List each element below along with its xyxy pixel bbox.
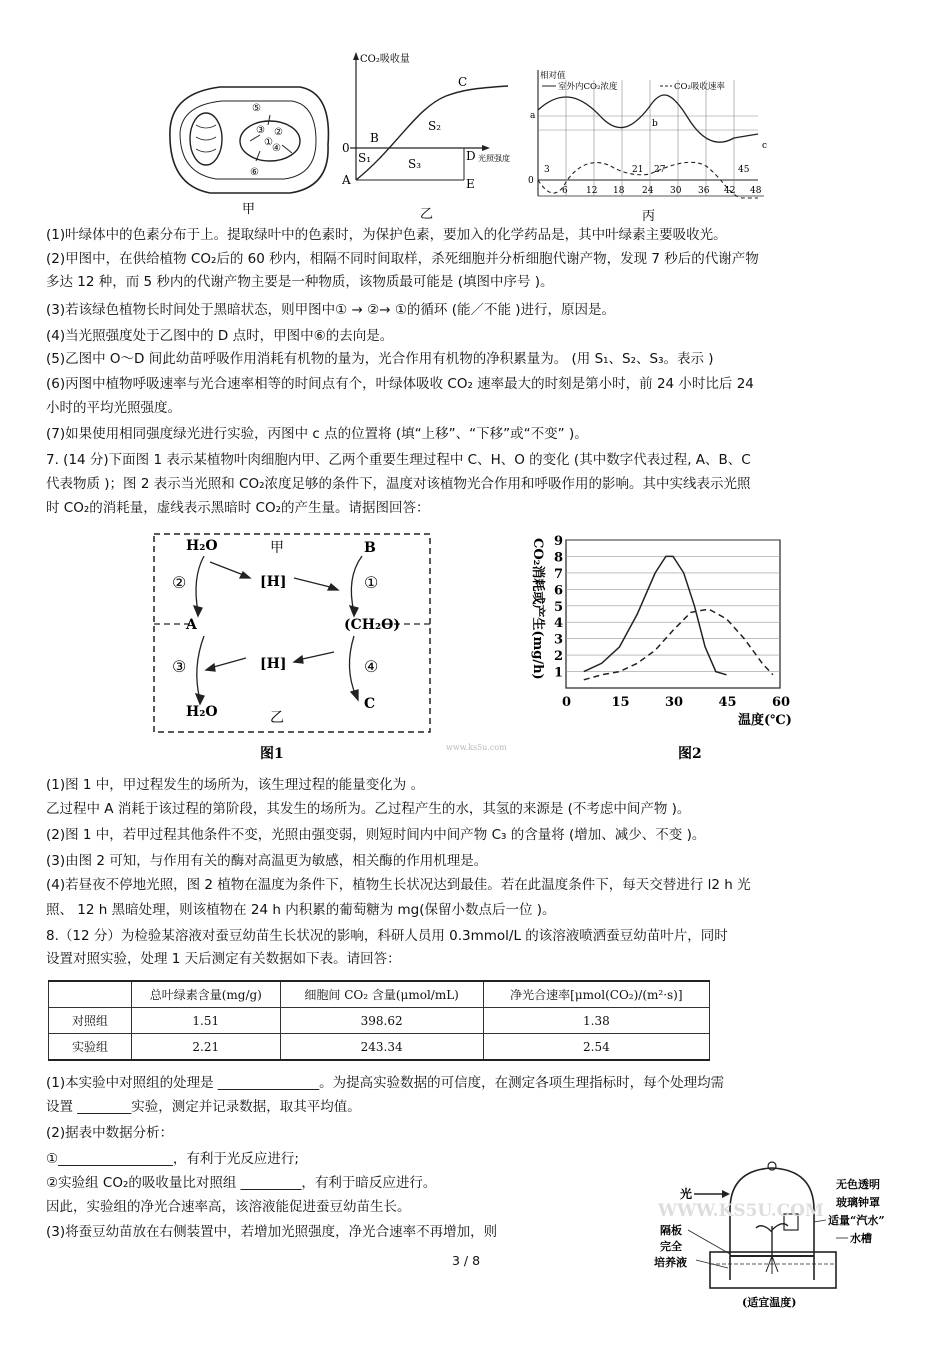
table-header-cell [49,981,132,1008]
q6-line-1: (1)叶绿体中的色素分布于上。提取绿叶中的色素时，为保护色素，要加入的化学药品是，其中叶绿素主要吸收光。 [46,227,727,243]
fig1-yi: 乙 [270,710,284,726]
q7-line-6: 照、 12 h 黑暗处理，则该植物在 24 h 内积累的葡萄糖为 mg(保留小数点后一位 )。 [46,902,556,918]
fig1-num-2: ② [172,573,187,592]
yi-area-s3: S₃ [408,157,422,171]
yi-area-s1: S₁ [358,151,372,165]
q8-line-3: (2)据表中数据分析： [46,1125,174,1141]
table-cell: 对照组 [49,1008,132,1034]
q7-line-3: (2)图 1 中，若甲过程其他条件不变，光照由强变弱，则短时间内中间产物 C₃ 的含量将 (增加、减少、不变 )。 [46,827,706,843]
table-header-cell: 净光合速率[μmol(CO₂)/(m²·s)] [483,981,709,1008]
fig1-caption: 图1 [260,746,284,762]
q6-line-3: 多达 12 种，而 5 秒内的代谢产物主要是一种物质，该物质最可能是 (填图中序号 )。 [46,274,554,290]
table-cell: 实验组 [49,1034,132,1061]
table-cell: 1.51 [132,1008,281,1034]
fig1-h-bottom: [H] [260,656,287,672]
table-row [49,1008,710,1034]
fig2-y-tick-label: 3 [554,632,564,648]
bing-marker-27: 27 [654,165,666,175]
fig1-jia: 甲 [270,540,284,556]
bing-marker-21: 21 [632,165,644,175]
table-cell: 398.62 [280,1008,483,1034]
q6-line-8: 小时的平均光照强度。 [46,400,181,416]
fig1-b: B [364,540,376,556]
bing-ylabel: 相对值 [540,71,566,81]
bing-point-c: c [762,141,768,151]
fig2-watermark: www.ks5u.com [446,743,507,752]
yi-point-a: A [342,173,351,187]
apparatus-temp: (适宜温度) [742,1296,797,1309]
apparatus-light: 光 [680,1187,693,1201]
figure-2-chart [446,528,810,764]
apparatus-watermark: WWW.KS5U.COM [658,1201,824,1221]
q8-line-1: (1)本实验中对照组的处理是 _______________。为提高实验数据的可信度，在测定各项生理指标时，每个处理均需 [46,1075,725,1091]
yi-point-e: E [466,177,475,191]
q7-intro-1: 7. (14 分)下面图 1 表示某植物叶肉细胞内甲、乙两个重要生理过程中 C、H、O 的变化 (其中数字代表过程, A、B、C [46,452,751,468]
bing-tick-18: 18 [613,186,625,196]
figure-1 [148,528,438,764]
fig1-c: C [364,696,376,712]
data-table [48,980,710,1061]
fig2-y-tick-label: 2 [554,649,564,665]
bing-legend-solid: 室外内CO₂浓度 [558,82,618,92]
q8-line-6: 因此，实验组的净光合速率高，该溶液能促进蚕豆幼苗生长。 [46,1199,411,1215]
q8-line-5: ②实验组 CO₂的吸收量比对照组 _________，有利于暗反应进行。 [46,1175,437,1191]
bing-tick-24: 24 [642,186,654,196]
fig2-y-tick-label: 6 [554,583,564,599]
jia-label: 甲 [242,202,256,217]
bing-marker-45: 45 [738,165,750,175]
q7-intro-3: 时 CO₂的消耗量，虚线表示黑暗时 CO₂的产生量。请据图回答： [46,500,430,516]
q6-line-4: (3)若该绿色植物长时间处于黑暗状态，则甲图中① → ②→ ①的循环 (能／不能 )进行，原因是。 [46,302,616,318]
jia-num-1: ① [264,137,273,148]
bing-tick-6: 6 [562,186,568,196]
table-cell: 2.21 [132,1034,281,1061]
jia-num-6: ⑥ [250,167,259,178]
q8-intro-2: 设置对照实验，处理 1 天后测定有关数据如下表。请回答： [46,951,401,967]
fig2-caption: 图2 [678,746,702,762]
bing-tick-48: 48 [750,186,762,196]
table-cell: 1.38 [483,1008,709,1034]
fig2-x-tick-label: 60 [772,695,791,710]
fig2-x-tick-label: 15 [611,695,630,710]
jia-num-4: ④ [272,143,281,154]
bing-tick-42: 42 [724,186,736,196]
fig2-series-dark-line [584,609,773,680]
fig2-x-tick-label: 30 [665,695,684,710]
yi-point-b: B [370,131,379,145]
bing-label: 丙 [642,209,656,224]
bing-marker-3: 3 [544,165,550,175]
q8-intro-1: 8.（12 分）为检验某溶液对蚕豆幼苗生长状况的影响，科研人员用 0.3mmol/L 的该溶液喷洒蚕豆幼苗叶片，同时 [46,928,728,944]
fig1-num-4: ④ [364,657,379,676]
apparatus-tank: 水槽 [850,1232,872,1245]
fig1-a: A [186,617,197,633]
yi-xlabel: 光照强度 [478,154,510,163]
fig2-xlabel: 温度(℃) [738,713,792,728]
q6-line-5: (4)当光照强度处于乙图中的 D 点时，甲图中⑥的去向是。 [46,328,394,344]
table-header-cell: 总叶绿素含量(mg/g) [132,981,281,1008]
q6-line-9: (7)如果使用相同强度绿光进行实验，丙图中 c 点的位置将 (填“上移”、“下移”或“不变” )。 [46,426,588,442]
q7-line-1: (1)图 1 中，甲过程发生的场所为，该生理过程的能量变化为 。 [46,777,425,793]
figure-yi [336,48,516,223]
q7-line-2: 乙过程中 A 消耗于该过程的第阶段，其发生的场所为。乙过程产生的水，其氢的来源是 (不考虑中间产物 )。 [46,801,691,817]
yi-point-0: 0 [342,141,350,155]
apparatus-glass-2: 玻璃钟罩 [836,1196,880,1209]
fig1-num-1: ① [364,573,379,592]
bing-point-0: 0 [528,176,534,186]
q7-intro-2: 代表物质 )；图 2 表示当光照和 CO₂浓度足够的条件下，温度对该植物光合作用和呼吸作用的影响。其中实线表示光照 [46,476,751,492]
fig2-y-tick-label: 5 [554,599,564,615]
bing-tick-30: 30 [670,186,682,196]
apparatus-soda: 适量“汽水” [828,1214,885,1227]
table-cell: 2.54 [483,1034,709,1061]
fig1-h-top: [H] [260,574,287,590]
q6-line-7: (6)丙图中植物呼吸速率与光合速率相等的时间点有个，叶绿体吸收 CO₂ 速率最大的时刻是第小时，前 24 小时比后 24 [46,376,754,392]
fig1-h2o-top: H₂O [186,538,218,554]
jia-num-3: ③ [256,125,265,136]
fig2-ylabel: CO₂消耗或产生(mg/h) [530,538,545,680]
table-header-row [49,981,710,1008]
fig2-y-tick-label: 7 [554,566,564,582]
jia-num-2: ② [274,127,283,138]
fig2-x-tick-label: 0 [562,695,572,710]
yi-label: 乙 [420,207,434,222]
bing-legend-dashed: CO₂吸收速率 [674,82,725,92]
q8-line-4: ①_________________，有利于光反应进行; [46,1151,299,1167]
fig2-y-tick-label: 9 [554,534,564,549]
table-header-cell: 细胞间 CO₂ 含量(μmol/mL) [280,981,483,1008]
q8-line-7: (3)将蚕豆幼苗放在右侧装置中，若增加光照强度，净光合速率不再增加，则 [46,1224,498,1240]
fig2-y-tick-label: 4 [554,616,564,632]
yi-ylabel: CO₂吸收量 [360,54,410,65]
q6-line-6: (5)乙图中 O～D 间此幼苗呼吸作用消耗有机物的量为，光合作用有机物的净积累量为。 (用 S₁、S₂、S₃。表示 ) [46,351,714,367]
fig2-x-tick-label: 45 [718,695,737,710]
table-row [49,1034,710,1061]
yi-point-c: C [458,75,468,89]
q7-line-5: (4)若昼夜不停地光照，图 2 植物在温度为条件下，植物生长状况达到最佳。若在此温度条件下，每天交替进行 l2 h 光 [46,877,751,893]
bing-point-b: b [652,119,658,129]
apparatus-glass-1: 无色透明 [836,1178,880,1191]
q8-line-2: 设置 ________实验，测定并记录数据，取其平均值。 [46,1099,361,1115]
fig2-y-tick-label: 8 [554,550,564,566]
figure-jia [160,75,340,215]
apparatus-nutrient-2: 培养液 [654,1256,687,1269]
bing-tick-36: 36 [698,186,710,196]
apparatus-figure [650,1160,930,1310]
page-number: 3 / 8 [452,1253,481,1268]
fig1-ch2o: (CH₂O) [344,617,400,633]
q7-line-4: (3)由图 2 可知，与作用有关的酶对高温更为敏感，相关酶的作用机理是。 [46,853,488,869]
bing-point-a: a [530,111,536,121]
yi-point-d: D [466,149,476,163]
fig2-series-light-line [584,556,727,674]
jia-num-5: ⑤ [252,103,261,114]
apparatus-nutrient-1: 完全 [660,1240,682,1253]
bing-tick-12: 12 [586,186,598,196]
figure-bing [522,48,772,226]
fig1-h2o-bottom: H₂O [186,704,218,720]
fig2-plot-frame [566,540,780,688]
fig2-y-tick-label: 1 [554,665,564,681]
q6-line-2: (2)甲图中，在供给植物 CO₂后的 60 秒内，相隔不同时间取样，杀死细胞并分析细胞代谢产物，发现 7 秒后的代谢产物 [46,251,759,267]
table-cell: 243.34 [280,1034,483,1061]
yi-area-s2: S₂ [428,119,442,133]
apparatus-partition: 隔板 [660,1224,682,1237]
fig1-num-3: ③ [172,657,187,676]
